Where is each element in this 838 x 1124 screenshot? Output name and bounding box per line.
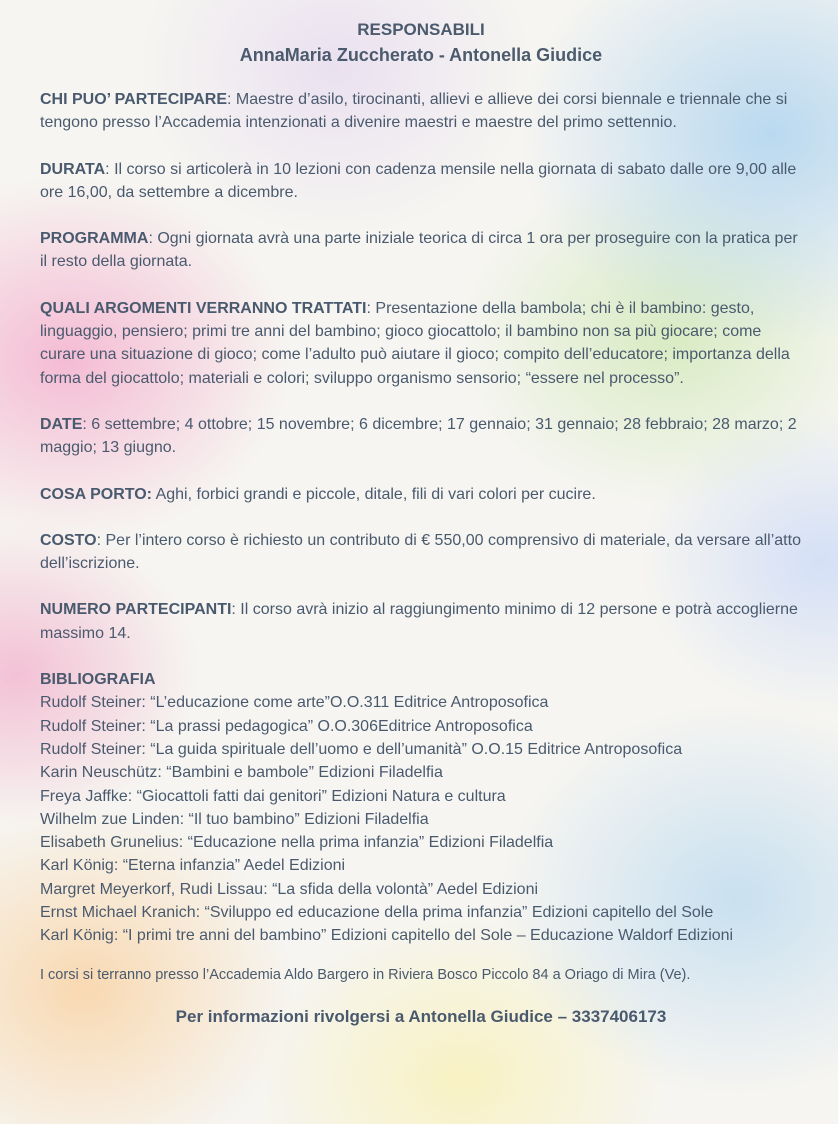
section-text: Ogni giornata avrà una parte iniziale teorica di circa 1 ora per proseguire con la pratica per il resto della giornata. xyxy=(40,230,798,271)
section-text: Il corso si articolerà in 10 lezioni con cadenza mensile nella giornata di sabato dalle ore 9,00 alle ore 16,00, da settembre a dicembre. xyxy=(40,160,797,201)
flyer xyxy=(40,18,802,1030)
bibliography-item: Freya Jaffke: “Giocattoli fatti dai genitori” Edizioni Natura e cultura xyxy=(40,787,506,805)
section-cosa-porto xyxy=(40,483,802,506)
bibliography-item: Rudolf Steiner: “La prassi pedagogica” O.O.306Editrice Antroposofica xyxy=(40,717,533,735)
section-text: Maestre d’asilo, tirocinanti, allievi e allieve dei corsi biennale e triennale che si tengono presso l’Accademia intenzionati a divenire maestri e maestre del primo settennio. xyxy=(40,91,788,132)
section-label: CHI PUO’ PARTECIPARE xyxy=(40,91,227,108)
section-label: DURATA xyxy=(40,160,106,178)
section-label: PROGRAMMA xyxy=(40,230,149,248)
bibliography-item: Wilhelm zue Linden: “Il tuo bambino” Edizioni Filadelfia xyxy=(40,810,429,828)
bibliography-item: Karin Neuschütz: “Bambini e bambole” Edizioni Filadelfia xyxy=(40,764,443,782)
section-text: Presentazione della bambola; chi è il bambino: gesto, linguaggio, pensiero; primi tre anni del bambino; gioco giocattolo; il bambino non sa più giocare; come curare una situazione di gioco; come l’adulto può aiutare il gioco; compito dell’educatore; importanza della forma del giocattolo; materiali e colori; sviluppo organismo sensorio; “essere nel processo”. xyxy=(40,299,790,387)
section-numero-partecipanti: NUMERO PARTECIPANTI: Il corso avrà inizio al raggiungimento minimo di 12 persone e potrà accoglierne massimo 14. xyxy=(40,601,798,642)
header-names: AnnaMaria Zuccherato - Antonella Giudice xyxy=(239,45,603,65)
bibliography-item: Ernst Michael Kranich: “Sviluppo ed educazione della prima infanzia” Edizioni capitello del Sole xyxy=(40,904,714,922)
section-text: Aghi, forbici grandi e piccole, ditale, fili di vari colori per cucire. xyxy=(155,485,596,503)
section-argomenti: QUALI ARGOMENTI VERRANNO TRATTATI: Presentazione della bambola; chi è il bambino: gesto, linguaggio, pensiero; primi tre anni del bambino; gioco giocattolo; il bambino non sa più giocare; come curare una situazione di gioco; come l’adulto può aiutare il gioco; compito dell’educatore; importanza della forma del giocattolo; materiali e colori; sviluppo organismo sensorio; “essere nel processo”. xyxy=(40,299,790,387)
location-note: I corsi si terranno presso l’Accademia Aldo Bargero in Riviera Bosco Piccolo 84 a Oriago di Mira (Ve). xyxy=(40,966,691,983)
section-label: COSA PORTO: xyxy=(40,485,153,503)
bibliography-item: Elisabeth Grunelius: “Educazione nella prima infanzia” Edizioni Filadelfia xyxy=(40,834,554,852)
contact-info: Per informazioni rivolgersi a Antonella Giudice – 3337406173 xyxy=(175,1006,667,1026)
section-programma: PROGRAMMA: Ogni giornata avrà una parte iniziale teorica di circa 1 ora per proseguire con la pratica per il resto della giornata. xyxy=(40,230,798,271)
section-durata: DURATA: Il corso si articolerà in 10 lezioni con cadenza mensile nella giornata di sabato dalle ore 9,00 alle ore 16,00, da settembre a dicembre. xyxy=(40,160,797,201)
bibliography-item: Karl König: “I primi tre anni del bambino” Edizioni capitello del Sole – Educazione Waldorf Edizioni xyxy=(40,927,734,945)
bibliography-item: Karl König: “Eterna infanzia” Aedel Edizioni xyxy=(40,857,346,875)
section-date: DATE: 6 settembre; 4 ottobre; 15 novembre; 6 dicembre; 17 gennaio; 31 gennaio; 28 febbraio; 28 marzo; 2 maggio; 13 giugno. xyxy=(40,415,797,457)
section-text: Per l’intero corso è richiesto un contributo di € 550,00 comprensivo di materiale, da versare all’atto dell’iscrizione. xyxy=(40,531,801,573)
bibliography-title: BIBLIOGRAFIA xyxy=(40,671,156,689)
section-label: NUMERO PARTECIPANTI xyxy=(40,601,232,619)
section-text: 6 settembre; 4 ottobre; 15 novembre; 6 dicembre; 17 gennaio; 31 gennaio; 28 febbraio; 28 marzo; 2 maggio; 13 giugno. xyxy=(40,415,797,457)
section-costo: COSTO: Per l’intero corso è richiesto un contributo di € 550,00 comprensivo di materiale, da versare all’atto dell’iscrizione. xyxy=(40,531,801,573)
bibliography-list xyxy=(40,691,802,947)
section-chi-puo-partecipare: CHI PUO’ PARTECIPARE: Maestre d’asilo, tirocinanti, allievi e allieve dei corsi biennale e triennale che si tengono presso l’Accademia intenzionati a divenire maestri e maestre del primo settennio. xyxy=(40,91,788,132)
section-label: COSTO xyxy=(40,531,97,549)
section-text: Il corso avrà inizio al raggiungimento minimo di 12 persone e potrà accoglierne massimo 14. xyxy=(40,601,798,642)
bibliography-item: Rudolf Steiner: “La guida spirituale dell’uomo e dell’umanità” O.O.15 Editrice Antroposofica xyxy=(40,740,683,758)
bibliography-item: Rudolf Steiner: “L’educazione come arte”O.O.311 Editrice Antroposofica xyxy=(40,694,549,712)
section-label: QUALI ARGOMENTI VERRANNO TRATTATI xyxy=(40,299,367,317)
bibliography-item: Margret Meyerkorf, Rudi Lissau: “La sfida della volontà” Aedel Edizioni xyxy=(40,880,539,898)
header-title: RESPONSABILI xyxy=(357,20,485,39)
section-label: DATE xyxy=(40,415,83,433)
